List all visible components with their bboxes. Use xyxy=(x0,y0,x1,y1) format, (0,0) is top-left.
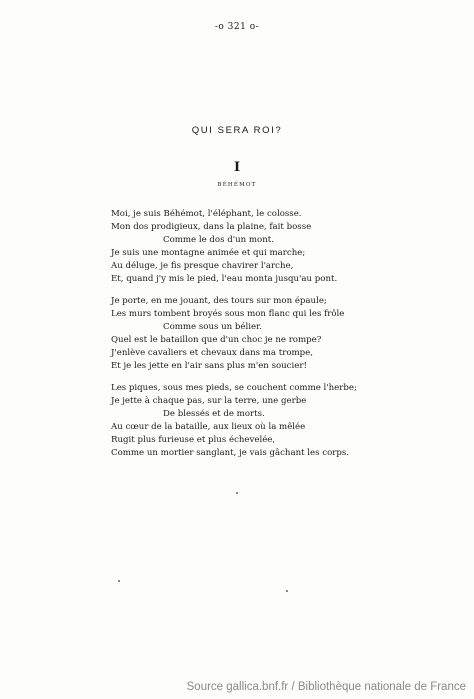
verse-line: Comme un mortier sanglant, je vais gâchant les corps. xyxy=(111,448,349,458)
scan-speck xyxy=(286,590,288,592)
verse-line: Au déluge, je fis presque chavirer l'arche, xyxy=(111,261,294,271)
verse-line: Comme le dos d'un mont. xyxy=(163,235,274,245)
section-numeral: I xyxy=(233,160,241,175)
verse-line: Je jette à chaque pas, sur la terre, une gerbe xyxy=(111,396,307,406)
poem-title: QUI SERA ROI? xyxy=(191,125,283,136)
verse-line: De blessés et de morts. xyxy=(163,409,265,419)
verse-line: Et je les jette en l'air sans plus m'en soucier! xyxy=(111,361,307,371)
verse-line: Mon dos prodigieux, dans la plaine, fait bosse xyxy=(111,222,312,232)
speaker-name: BÉHÉMOT xyxy=(217,182,257,188)
scan-speck xyxy=(118,580,120,582)
verse-line: Les murs tombent broyés sous mon flanc qui les frôle xyxy=(111,309,345,319)
verse-line: Je suis une montagne animée et qui marche; xyxy=(111,248,306,258)
verse-line: Comme sous un bélier. xyxy=(163,322,262,332)
verse-line: Quel est le bataillon que d'un choc je ne rompe? xyxy=(111,335,322,345)
verse-line: Moi, je suis Béhémot, l'éléphant, le colosse. xyxy=(111,209,302,219)
verse-line: Au cœur de la bataille, aux lieux où la mêlée xyxy=(111,422,306,432)
verse-line: Et, quand j'y mis le pied, l'eau monta jusqu'au pont. xyxy=(111,274,338,284)
source-attribution: Source gallica.bnf.fr / Bibliothèque nationale de France xyxy=(186,681,466,693)
scan-speck xyxy=(236,492,238,494)
page-number: -o 321 o- xyxy=(214,22,260,32)
verse-line: Je porte, en me jouant, des tours sur mon épaule; xyxy=(111,296,327,306)
verse-line: Les piques, sous mes pieds, se couchent comme l'herbe; xyxy=(111,383,357,393)
verse-line: J'enlève cavaliers et chevaux dans ma trompe, xyxy=(111,348,313,358)
verse-line: Rugit plus furieuse et plus échevelée, xyxy=(111,435,276,445)
